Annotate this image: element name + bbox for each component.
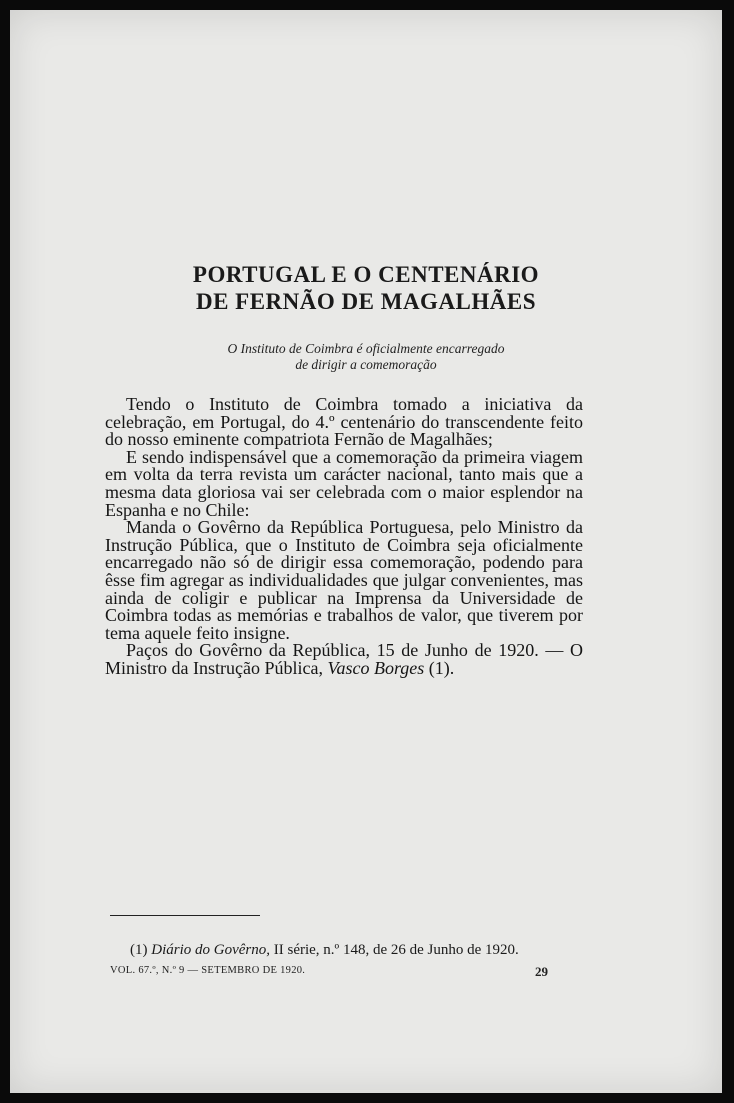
subtitle-line-1: O Instituto de Coimbra é oficialmente encarregado [227, 341, 505, 356]
title-line-2: DE FERNÃO DE MAGALHÃES [195, 289, 537, 314]
paragraph-3: Manda o Govêrno da República Portuguesa, pelo Ministro da Instrução Pública, que o Instituto de Coimbra seja oficialmente encarregado não só de dirigir essa comemoração, podendo para êsse fim agregar as individualidades que julgar convenientes, mas ainda de coligir e publicar na Imprensa da Universidade de Coimbra todas as memórias e trabalhos de valor, que tiverem por tema aquele feito insigne. [105, 517, 583, 643]
decree-body [105, 396, 583, 678]
footnote-marker: (1) [130, 942, 148, 958]
paragraph-4 [105, 642, 583, 677]
title-line-1: PORTUGAL E O CENTENÁRIO [192, 262, 540, 287]
footnote-reference: (1). [428, 657, 455, 678]
footnote-rule [110, 915, 260, 916]
closing-text: Paços do Govêrno da República, 15 de Junho de 1920. — O Ministro da Instrução Pública, [105, 640, 583, 678]
paragraph-2: E sendo indispensável que a comemoração da primeira viagem em volta da terra revista um carácter nacional, tanto mais que a mesma data gloriosa vai ser celebrada com o maior esplendor na Espanha e no Chile: [105, 446, 583, 520]
subtitle-line-2: de dirigir a comemoração [295, 357, 437, 372]
footnote-source: Diário do Govêrno, [151, 942, 270, 958]
page-number: 29 [535, 964, 548, 979]
minister-signature: Vasco Borges [327, 657, 425, 678]
paragraph-1: Tendo o Instituto de Coimbra tomado a iniciativa da celebração, em Portugal, do 4.º centenário do transcendente feito do nosso eminente compatriota Fernão de Magalhães; [105, 394, 583, 450]
colophon: VOL. 67.º, N.º 9 — SETEMBRO DE 1920. [110, 965, 306, 976]
footnote-details: II série, n.º 148, de 26 de Junho de 1920. [273, 942, 519, 958]
document-page [10, 10, 722, 1093]
footnote [130, 942, 519, 959]
